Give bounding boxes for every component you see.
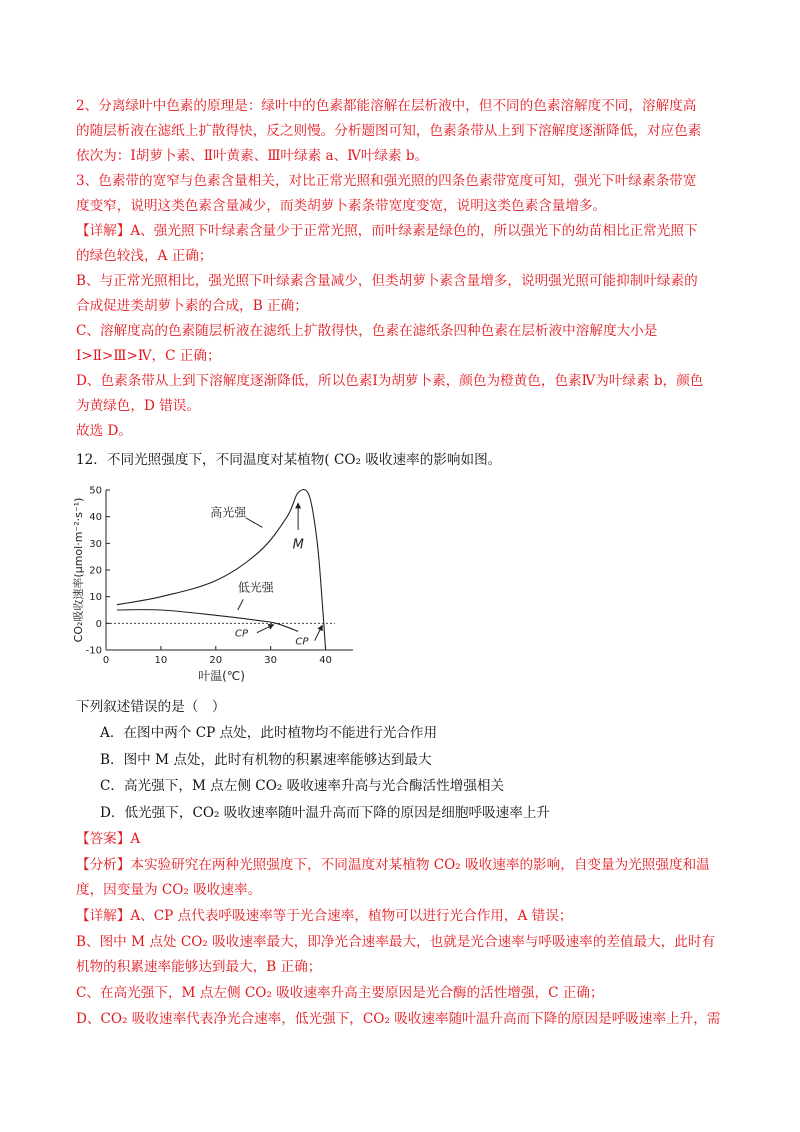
explanation-line: 故选 D。 — [76, 423, 133, 439]
explanation-line: 的随层析液在滤纸上扩散得快，反之则慢。分析题图可知，色素条带从上到下溶解度逐渐降低，对应色素 — [76, 123, 702, 139]
explanation-line: D、色素条带从上到下溶解度逐渐降低，所以色素Ⅰ为胡萝卜素，颜色为橙黄色，色素Ⅳ为叶绿素 b，颜色 — [76, 373, 704, 389]
explanation-line: 依次为：Ⅰ胡萝卜素、Ⅱ叶黄素、Ⅲ叶绿素 a、Ⅳ叶绿素 b。 — [76, 148, 429, 164]
x-tick-label: 0 — [102, 655, 110, 666]
option-d[interactable]: D．低光强下，CO₂ 吸收速率随叶温升高而下降的原因是细胞呼吸速率上升 — [100, 805, 551, 821]
y-tick-label: 30 — [89, 538, 102, 550]
explanation-line: C、溶解度高的色素随层析液在滤纸上扩散得快，色素在滤纸条四种色素在层析液中溶解度大小是 — [76, 323, 658, 339]
series-label-low: 低光强 — [237, 580, 274, 595]
series-label-low-leader — [238, 599, 243, 610]
option-a[interactable]: A．在图中两个 CP 点处，此时植物均不能进行光合作用 — [100, 725, 438, 741]
detail-line: D、CO₂ 吸收速率代表净光合速率，低光强下，CO₂ 吸收速率随叶温升高而下降的原因是呼吸速率上升，需 — [76, 1011, 721, 1027]
explanation-line: 2、分离绿叶中色素的原理是：绿叶中的色素都能溶解在层析液中，但不同的色素溶解度不同，溶解度高 — [76, 98, 697, 114]
y-tick-label: 20 — [89, 565, 102, 577]
x-tick-label: 20 — [209, 655, 223, 666]
detail-line: 机物的积累速率能够达到最大，B 正确； — [76, 959, 322, 975]
explanation-line: B、与正常光照相比，强光照下叶绿素含量减少，但类胡萝卜素含量增多，说明强光照可能抑制叶绿素的 — [76, 273, 698, 289]
series-label-high: 高光强 — [210, 505, 247, 520]
detail-line: B、图中 M 点处 CO₂ 吸收速率最大，即净光合速率最大，也就是光合速率与呼吸速率的差值最大，此时有 — [76, 934, 716, 950]
x-tick-label: 10 — [154, 655, 168, 666]
explanation-line: 为黄绿色，D 错误。 — [76, 398, 200, 414]
answer-line: 【答案】A — [76, 831, 141, 847]
x-axis-title: 叶温(℃) — [198, 669, 245, 683]
explanation-line: 的绿色较浅，A 正确； — [76, 248, 213, 264]
x-tick-label: 40 — [319, 655, 332, 666]
detail-line: 【详解】A、CP 点代表呼吸速率等于光合速率，植物可以进行光合作用，A 错误； — [76, 908, 573, 924]
x-tick-label: 30 — [264, 655, 278, 666]
y-tick-label: -10 — [85, 645, 102, 657]
series-label-high-leader — [246, 518, 262, 527]
y-tick-label: 0 — [95, 618, 102, 630]
y-tick-label: 10 — [89, 592, 102, 604]
explanation-line: 【详解】A、强光照下叶绿素含量少于正常光照，而叶绿素是绿色的，所以强光下的幼苗相比正常光照下 — [76, 223, 698, 239]
explanation-line: 度变窄，说明这类色素含量减少，而类胡萝卜素条带宽度变宽，说明这类色素含量增多。 — [76, 198, 607, 214]
cp-label-low: CP — [234, 628, 249, 640]
explanation-line: 合成促进类胡萝卜素的合成，B 正确； — [76, 298, 308, 314]
cp-arrow-high — [315, 625, 323, 640]
question-stem: 12．不同光照强度下，不同温度对某植物( CO₂ 吸收速率的影响如图。 — [76, 452, 502, 468]
peak-label: M — [292, 537, 304, 553]
option-c[interactable]: C．高光强下，M 点左侧 CO₂ 吸收速率升高与光合酶活性增强相关 — [100, 778, 505, 794]
analysis-line: 【分析】本实验研究在两种光照强度下，不同温度对某植物 CO₂ 吸收速率的影响，自变量为光照强度和温 — [76, 857, 710, 873]
y-tick-label: 50 — [89, 485, 102, 497]
y-tick-label: 40 — [89, 512, 102, 524]
detail-line: C、在高光强下，M 点左侧 CO₂ 吸收速率升高主要原因是光合酶的活性增强，C 正确； — [76, 985, 604, 1001]
explanation-line: 3、色素带的宽窄与色素含量相关，对比正常光照和强光照的四条色素带宽度可知，强光下叶绿素条带宽 — [76, 173, 697, 189]
co2-uptake-chart — [68, 478, 368, 698]
question-prompt: 下列叙述错误的是（ ） — [76, 699, 226, 715]
y-axis-title: CO₂吸收速率(μmol·m⁻²·s⁻¹) — [72, 497, 85, 643]
option-b[interactable]: B．图中 M 点处，此时有机物的积累速率能够达到最大 — [100, 752, 432, 768]
explanation-line: Ⅰ>Ⅱ>Ⅲ>Ⅳ，C 正确； — [76, 348, 221, 364]
analysis-line: 度，因变量为 CO₂ 吸收速率。 — [76, 882, 262, 898]
cp-arrow-low — [257, 625, 273, 633]
low-light-series-line — [117, 610, 298, 632]
cp-label-high: CP — [295, 636, 309, 648]
